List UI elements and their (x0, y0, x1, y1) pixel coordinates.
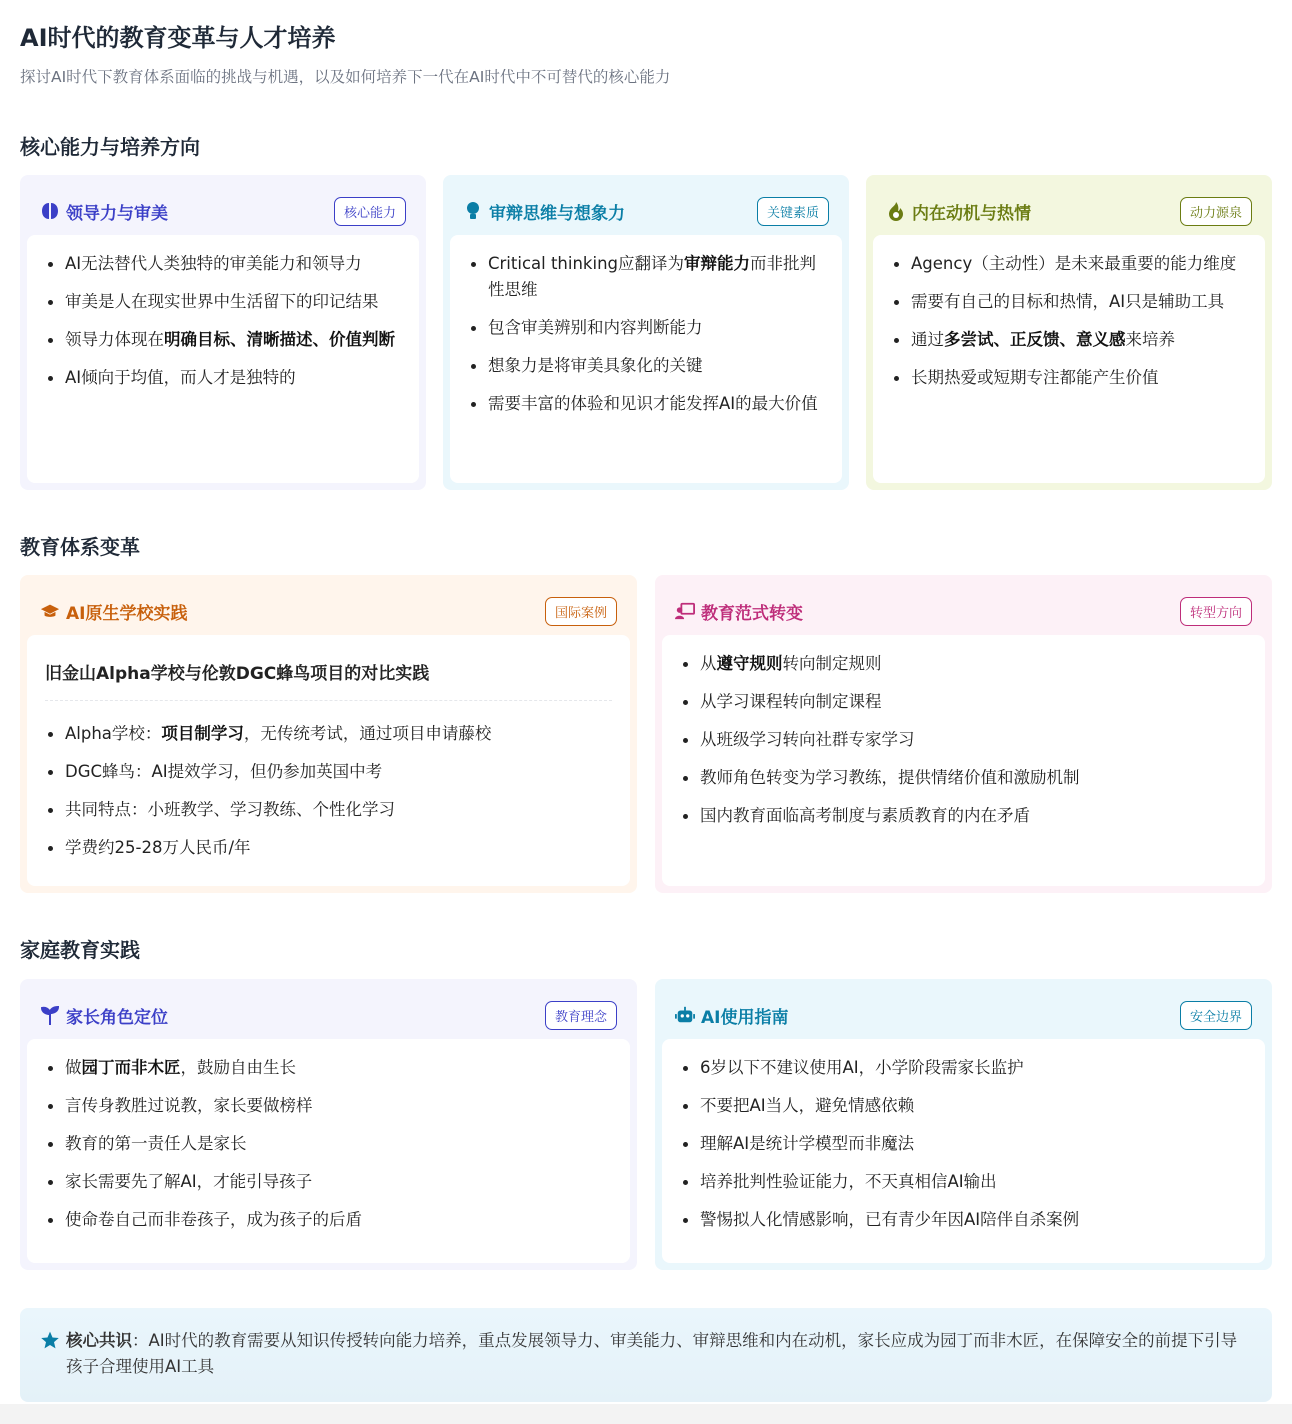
list-item (45, 365, 401, 391)
item-text: 警惕拟人化情感影响，已有青少年因AI陪伴自杀案例 (700, 1210, 1080, 1229)
card-title: 审辩思维与想象力 (489, 203, 625, 224)
list-item (680, 1207, 1247, 1233)
item-highlight: 多尝试、正反馈、意义感 (944, 330, 1126, 349)
list-item (468, 353, 824, 379)
graduation-cap-icon (40, 601, 60, 621)
item-text: AI无法替代人类独特的审美能力和领导力 (65, 254, 362, 273)
list-item (45, 835, 612, 861)
list-item (680, 803, 1247, 829)
star-icon (40, 1330, 60, 1358)
card-list (468, 251, 824, 417)
list-item (45, 721, 612, 747)
card-badge: 动力源泉 (1180, 197, 1252, 226)
item-text: ，无传统考试，通过项目申请藤校 (243, 724, 492, 743)
item-text: 使命卷自己而非卷孩子，成为孩子的后盾 (65, 1210, 362, 1229)
card-badge: 关键素质 (757, 197, 829, 226)
list-item (45, 1131, 612, 1157)
item-text: 不要把AI当人，避免情感依赖 (700, 1096, 915, 1115)
list-item (45, 1207, 612, 1233)
card-header (675, 999, 1252, 1031)
card-1 (443, 175, 849, 490)
list-item (45, 1055, 612, 1081)
card-header (40, 999, 617, 1031)
item-text: Agency（主动性）是未来最重要的能力维度 (911, 254, 1237, 273)
card-content (27, 1039, 630, 1263)
card-5 (20, 979, 637, 1270)
fire-icon (886, 201, 906, 221)
card-content (27, 635, 630, 886)
item-text: 做 (65, 1058, 82, 1077)
item-text: 教育的第一责任人是家长 (65, 1134, 247, 1153)
card-header (40, 595, 617, 627)
note-text: ：AI时代的教育需要从知识传授转向能力培养，重点发展领导力、审美能力、审辩思维和内在动机，家长应成为园丁而非木匠，在保障安全的前提下引导孩子合理使用AI工具 (66, 1331, 1238, 1376)
card-3 (20, 575, 637, 893)
list-item (680, 689, 1247, 715)
card-title: 领导力与审美 (66, 203, 168, 224)
list-item (45, 289, 401, 315)
item-text: 理解AI是统计学模型而非魔法 (700, 1134, 915, 1153)
card-badge: 安全边界 (1180, 1001, 1252, 1030)
page-title: AI时代的教育变革与人才培养 (20, 24, 336, 52)
item-text: DGC蜂鸟：AI提效学习，但仍参加英国中考 (65, 762, 383, 781)
card-subtitle: 旧金山Alpha学校与伦敦DGC蜂鸟项目的对比实践 (45, 651, 612, 701)
card-4 (655, 575, 1272, 893)
card-badge: 转型方向 (1180, 597, 1252, 626)
item-text: 来培养 (1125, 330, 1175, 349)
card-list (680, 1055, 1247, 1233)
list-item (468, 391, 824, 417)
robot-icon (675, 1005, 695, 1025)
item-highlight: 园丁而非木匠 (81, 1058, 181, 1077)
item-text: 包含审美辨别和内容判断能力 (488, 318, 703, 337)
brain-icon (40, 201, 60, 221)
core-consensus-note (20, 1308, 1272, 1402)
card-content (662, 1039, 1265, 1263)
list-item (45, 1093, 612, 1119)
list-item (680, 651, 1247, 677)
item-text: 需要丰富的体验和见识才能发挥AI的最大价值 (488, 394, 818, 413)
item-highlight: 审辩能力 (684, 254, 750, 273)
card-title: AI原生学校实践 (66, 603, 188, 624)
card-list (45, 251, 401, 391)
note-label: 核心共识 (66, 1331, 132, 1350)
card-badge: 国际案例 (545, 597, 617, 626)
item-text: 想象力是将审美具象化的关键 (488, 356, 703, 375)
lightbulb-icon (463, 201, 483, 221)
item-text: 从学习课程转向制定课程 (700, 692, 882, 711)
item-text: 而非批判性思维 (488, 254, 816, 299)
seedling-icon (40, 1005, 60, 1025)
list-item (45, 251, 401, 277)
card-header (675, 595, 1252, 627)
list-item (45, 797, 612, 823)
item-text: 国内教育面临高考制度与素质教育的内在矛盾 (700, 806, 1030, 825)
card-header (40, 195, 406, 227)
card-badge: 核心能力 (334, 197, 406, 226)
item-text: ，鼓励自由生长 (180, 1058, 296, 1077)
list-item (468, 251, 824, 303)
list-item (45, 759, 612, 785)
list-item (45, 1169, 612, 1195)
item-text: 学费约25-28万人民币/年 (65, 838, 251, 857)
card-list (45, 721, 612, 861)
item-text: 需要有自己的目标和热情，AI只是辅助工具 (911, 292, 1225, 311)
list-item (891, 289, 1247, 315)
list-item (891, 365, 1247, 391)
card-content (662, 635, 1265, 886)
item-text: 从班级学习转向社群专家学习 (700, 730, 915, 749)
item-text: 家长需要先了解AI，才能引导孩子 (65, 1172, 313, 1191)
item-text: 教师角色转变为学习教练，提供情绪价值和激励机制 (700, 768, 1080, 787)
teacher-icon (675, 601, 695, 621)
item-text: 通过 (911, 330, 944, 349)
list-item (891, 327, 1247, 353)
item-text: 培养批判性验证能力，不天真相信AI输出 (700, 1172, 997, 1191)
card-list (680, 651, 1247, 829)
card-2 (866, 175, 1272, 490)
card-header (886, 195, 1252, 227)
item-text: Critical thinking应翻译为 (488, 254, 684, 273)
item-text: 长期热爱或短期专注都能产生价值 (911, 368, 1159, 387)
item-text: 领导力体现在 (65, 330, 164, 349)
list-item (680, 1055, 1247, 1081)
list-item (891, 251, 1247, 277)
card-title: 家长角色定位 (66, 1007, 168, 1028)
section-title: 教育体系变革 (20, 535, 140, 559)
card-title: AI使用指南 (701, 1007, 789, 1028)
list-item (680, 1093, 1247, 1119)
card-title: 内在动机与热情 (912, 203, 1031, 224)
item-highlight: 遵守规则 (716, 654, 783, 673)
card-content (27, 235, 419, 483)
item-highlight: 项目制学习 (161, 724, 244, 743)
item-highlight: 明确目标、清晰描述、价值判断 (164, 330, 395, 349)
card-header (463, 195, 829, 227)
item-text: AI倾向于均值，而人才是独特的 (65, 368, 296, 387)
card-badge: 教育理念 (545, 1001, 617, 1030)
item-text: 转向制定规则 (782, 654, 882, 673)
list-item (680, 1131, 1247, 1157)
list-item (468, 315, 824, 341)
card-title: 教育范式转变 (701, 603, 803, 624)
card-list (891, 251, 1247, 391)
card-content (450, 235, 842, 483)
item-text: 从 (700, 654, 717, 673)
card-content (873, 235, 1265, 483)
item-text: 共同特点：小班教学、学习教练、个性化学习 (65, 800, 395, 819)
item-text: Alpha学校： (65, 724, 162, 743)
card-list (45, 1055, 612, 1233)
list-item (45, 327, 401, 353)
item-text: 言传身教胜过说教，家长要做榜样 (65, 1096, 313, 1115)
card-6 (655, 979, 1272, 1270)
page-bottom-bar (0, 1404, 1292, 1424)
item-text: 审美是人在现实世界中生活留下的印记结果 (65, 292, 379, 311)
section-title: 家庭教育实践 (20, 938, 140, 962)
page-subtitle: 探讨AI时代下教育体系面临的挑战与机遇，以及如何培养下一代在AI时代中不可替代的核心能力 (20, 68, 671, 86)
list-item (680, 727, 1247, 753)
card-0 (20, 175, 426, 490)
item-text: 6岁以下不建议使用AI，小学阶段需家长监护 (700, 1058, 1024, 1077)
section-title: 核心能力与培养方向 (20, 135, 200, 159)
list-item (680, 1169, 1247, 1195)
list-item (680, 765, 1247, 791)
